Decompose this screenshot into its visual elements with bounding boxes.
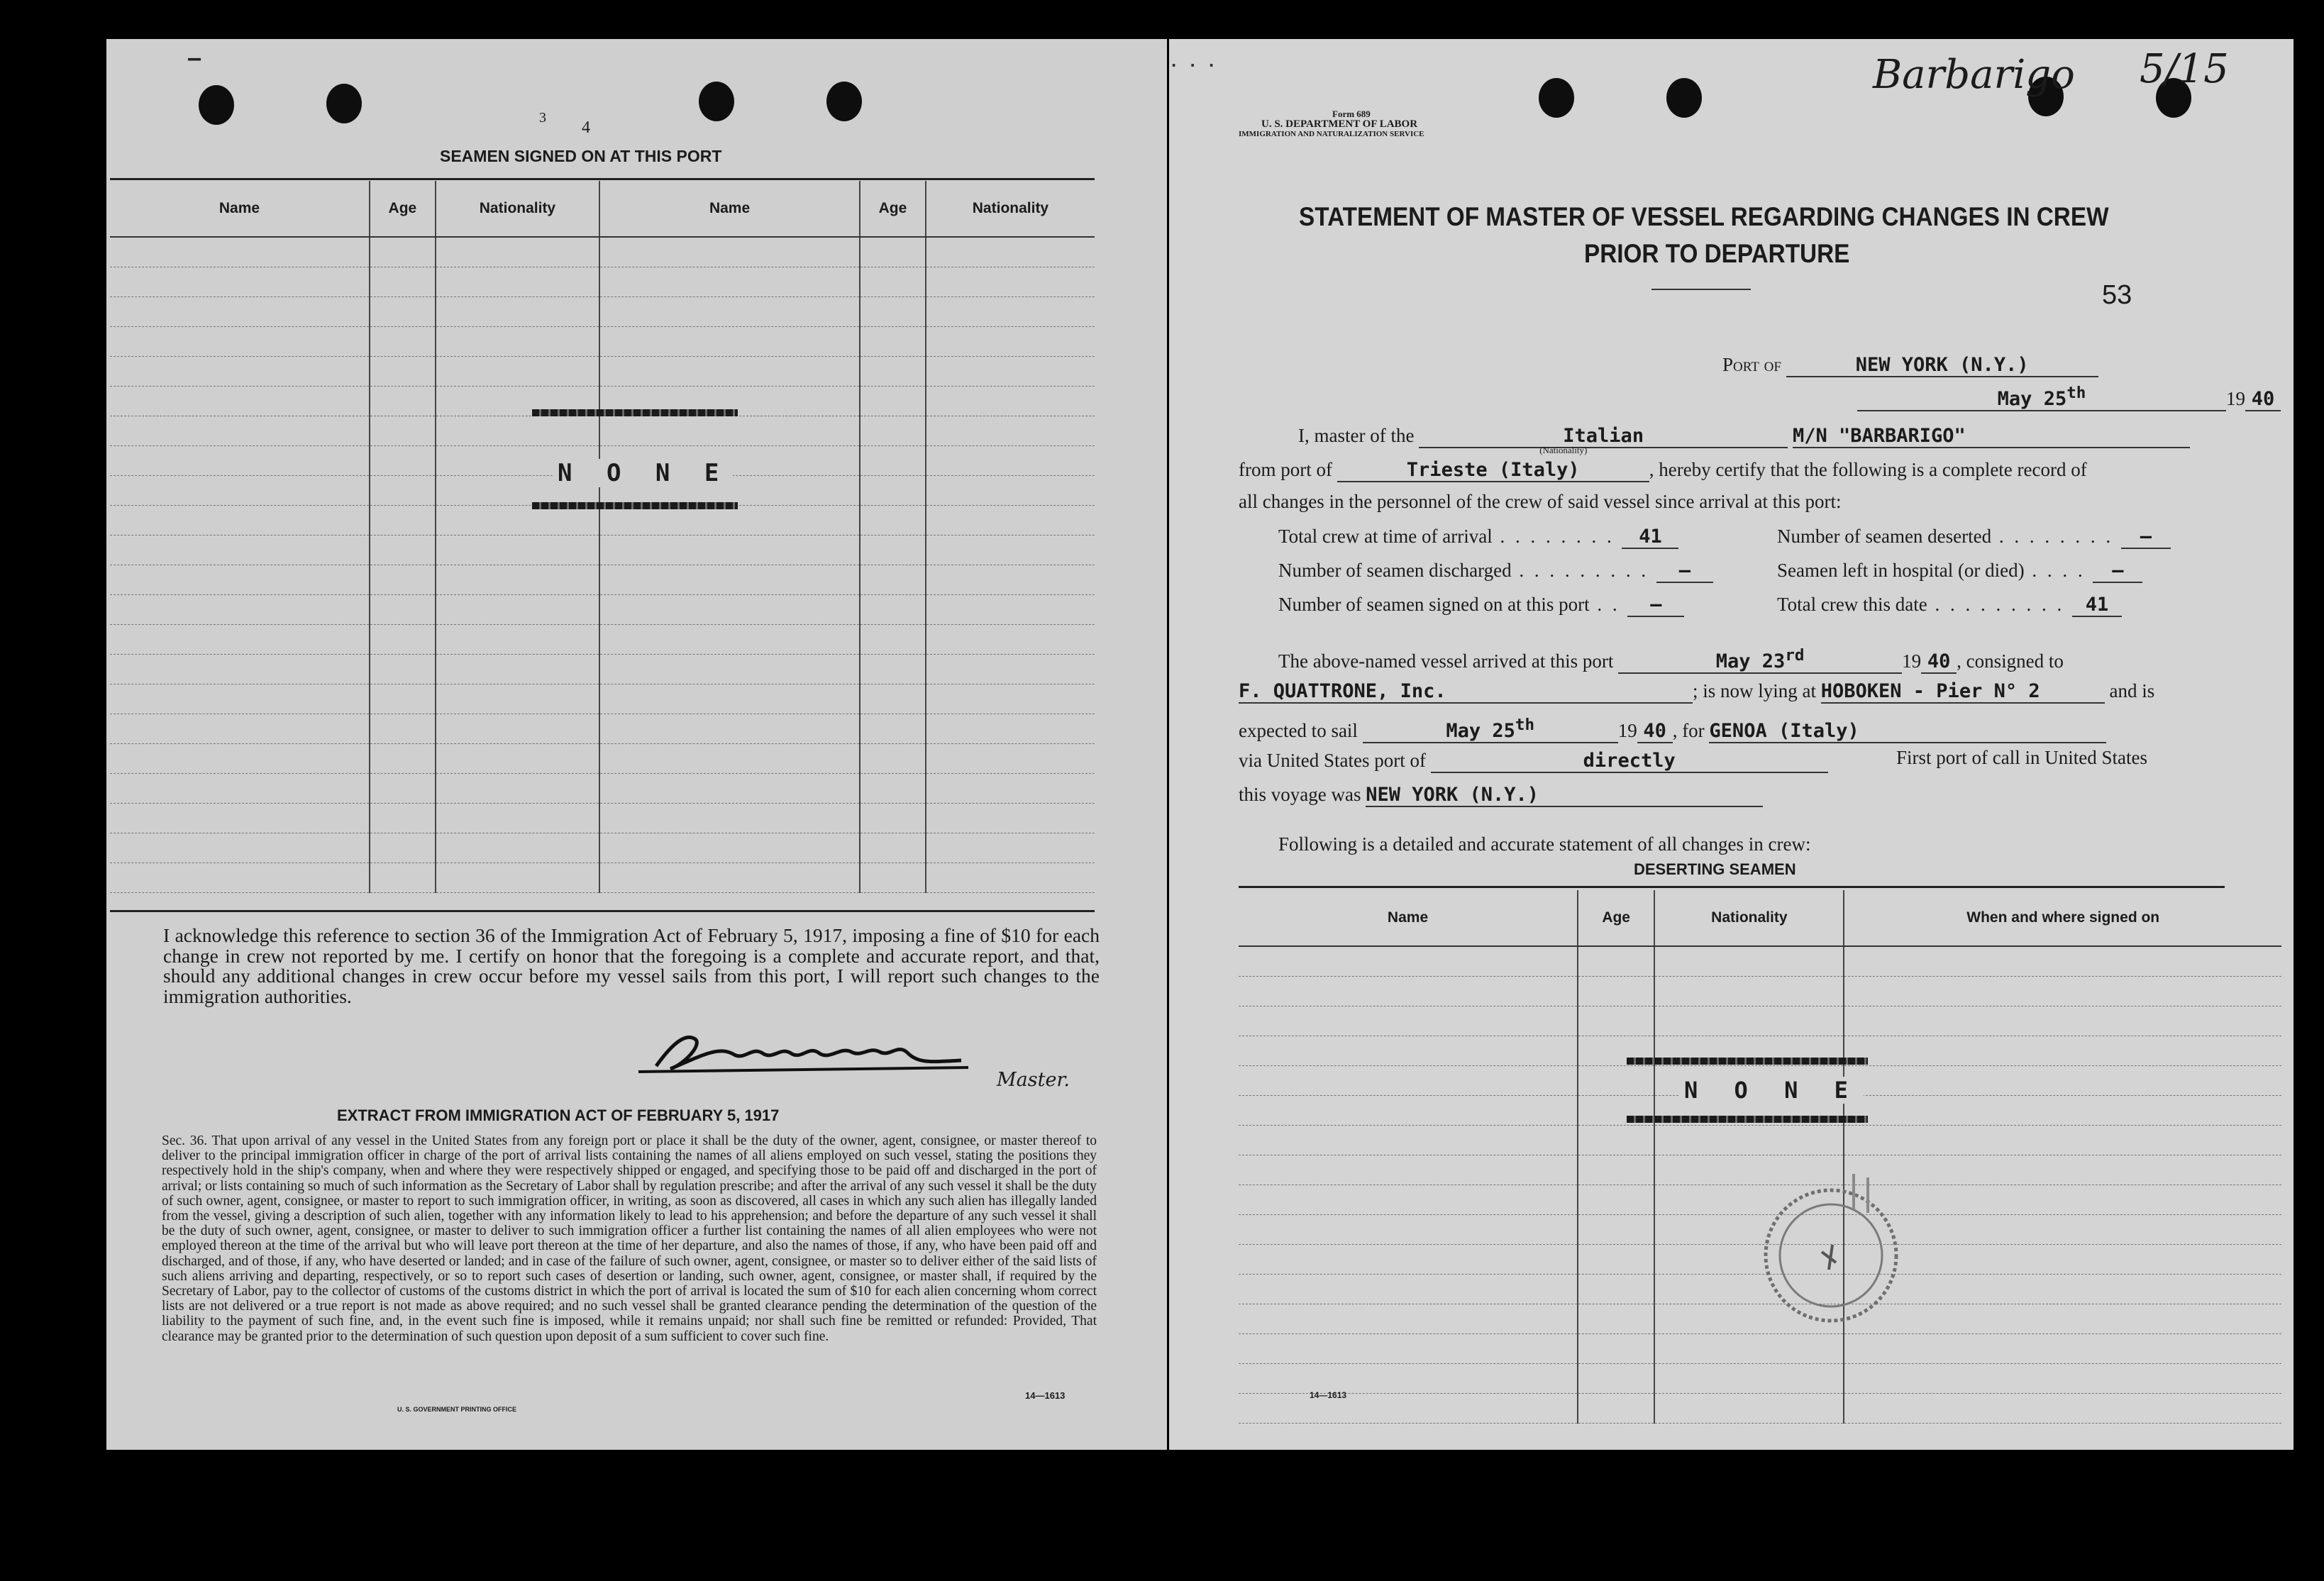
punch-hole	[326, 84, 362, 123]
lying-value: HOBOKEN - Pier N° 2	[1821, 680, 2105, 704]
vessel-value: M/N "BARBARIGO"	[1793, 425, 2190, 448]
voyage-label: this voyage was	[1239, 784, 1361, 805]
table-row	[110, 267, 1095, 297]
arrived-suffix: rd	[1785, 646, 1805, 665]
top-rule	[110, 178, 1095, 180]
deserting-title: DESERTING SEAMEN	[1634, 860, 1796, 878]
certify-text: , hereby certify that the following is a complete record of	[1649, 459, 2087, 480]
expected-year: 40	[1637, 720, 1673, 743]
service: IMMIGRATION AND NATURALIZATION SERVICE	[1239, 130, 1424, 138]
punch-hole	[199, 85, 234, 125]
via-label: via United States port of	[1239, 750, 1426, 771]
punch-hole	[1539, 78, 1574, 118]
master-of-label: I, master of the	[1298, 425, 1415, 446]
voyage-value: NEW YORK (N.Y.)	[1366, 784, 1763, 807]
from-port-row	[1239, 459, 2087, 482]
column-header: Name	[599, 181, 860, 237]
handwritten-number: 5/15	[2140, 46, 2229, 92]
date-value	[1857, 384, 2226, 411]
column-header: Name	[110, 181, 370, 237]
stat-discharged: Number of seamen discharged . . . . . . . . . —	[1278, 560, 1713, 583]
table-row	[110, 357, 1095, 387]
table-row	[110, 684, 1095, 714]
none-stamp: N O N E	[1680, 1077, 1864, 1104]
table-row	[110, 416, 1095, 446]
column-header: Age	[860, 181, 926, 237]
for-label: , for	[1672, 720, 1705, 741]
table-row	[1239, 946, 2281, 977]
form-code: 14—1613	[1025, 1390, 1066, 1401]
form-subtitle: PRIOR TO DEPARTURE	[1584, 239, 1850, 268]
destination-value: GENOA (Italy)	[1709, 720, 2106, 743]
arrived-label: The above-named vessel arrived at this port	[1278, 650, 1614, 672]
arrived-year: 40	[1921, 650, 1957, 674]
year-prefix: 19	[1617, 720, 1637, 741]
consigned-label: , consigned to	[1957, 650, 2064, 672]
title-rule	[1651, 289, 1751, 290]
arrived-date: May 23	[1715, 650, 1786, 672]
bottom-rule	[110, 910, 1095, 912]
first-port-label: First port of call in United States	[1896, 747, 2147, 768]
table-row	[1239, 1364, 2281, 1394]
table-row	[1239, 1006, 2281, 1036]
master-signature	[628, 1025, 983, 1082]
stat-value: 41	[1622, 526, 1678, 549]
stat-hospital: Seamen left in hospital (or died) . . . . —	[1777, 560, 2142, 583]
expected-suffix: th	[1515, 716, 1534, 734]
year-prefix: 19	[2226, 388, 2245, 409]
stat-signed-on: Number of seamen signed on at this port . . —	[1278, 594, 1684, 617]
expected-date: May 25	[1446, 720, 1515, 742]
lying-label: ; is now lying at	[1693, 680, 1816, 701]
table-row	[1239, 1394, 2281, 1424]
stat-value: —	[2121, 526, 2171, 549]
form-title: STATEMENT OF MASTER OF VESSEL REGARDING CHANGES IN CREW	[1299, 202, 2109, 231]
from-port-value: Trieste (Italy)	[1337, 459, 1649, 482]
master-row	[1298, 425, 2190, 455]
punch-hole	[1666, 78, 1702, 118]
consignee-row	[1239, 680, 2154, 704]
stat-label: Number of seamen signed on at this port	[1278, 594, 1590, 615]
none-stamp-bar	[532, 409, 738, 416]
voyage-row	[1239, 784, 1763, 807]
changes-text: all changes in the personnel of the crew of said vessel since arrival at this port:	[1239, 491, 1842, 512]
immigration-stamp	[1747, 1145, 1910, 1323]
seamen-signed-on-table	[110, 181, 1095, 893]
stat-value: 41	[2072, 594, 2122, 617]
left-page	[106, 39, 1167, 1450]
column-header: Age	[1578, 890, 1654, 946]
none-stamp-bar	[1627, 1058, 1868, 1065]
table-row	[1239, 977, 2281, 1006]
expected-label: expected to sail	[1239, 720, 1358, 741]
year-value: 40	[2245, 388, 2281, 411]
stat-label: Total crew this date	[1777, 594, 1927, 615]
corner-mark: —	[188, 46, 201, 71]
stat-label: Number of seamen deserted	[1777, 526, 1992, 547]
table-row	[110, 804, 1095, 833]
date-row	[1857, 384, 2281, 411]
table-row	[110, 506, 1095, 536]
expected-row	[1239, 716, 2106, 743]
column-header: When and where signed on	[1844, 890, 2281, 946]
table-row	[110, 536, 1095, 565]
table-top-rule	[1239, 886, 2225, 888]
stat-label: Seamen left in hospital (or died)	[1777, 560, 2025, 581]
column-header: Nationality	[1654, 890, 1844, 946]
column-header: Age	[370, 181, 436, 237]
none-stamp: N O N E	[553, 459, 733, 487]
via-row	[1239, 750, 1828, 773]
table-row	[110, 565, 1095, 595]
table-row	[110, 595, 1095, 625]
stat-total-arrival: Total crew at time of arrival . . . . . . . . 41	[1278, 526, 1678, 549]
section-title: SEAMEN SIGNED ON AT THIS PORT	[440, 147, 722, 165]
printing-office: U. S. GOVERNMENT PRINTING OFFICE	[397, 1406, 517, 1413]
table-row	[110, 655, 1095, 684]
table-row	[1239, 1334, 2281, 1364]
handwritten-vessel-name: Barbarigo	[1873, 52, 2075, 98]
stat-total-date: Total crew this date . . . . . . . . . 41	[1777, 594, 2122, 617]
form-number: Form 689	[1332, 109, 1371, 119]
expected-value	[1363, 716, 1618, 743]
stat-value: —	[1656, 560, 1713, 583]
table-row	[110, 714, 1095, 744]
year-prefix: 19	[1902, 650, 1922, 672]
stat-deserted: Number of seamen deserted . . . . . . . . —	[1777, 526, 2171, 549]
acknowledgment-text: I acknowledge this reference to section 36 of the Immigration Act of February 5, 1917, imposing a fine of $10 for each change in crew not reported by me. I certify on honor that the foregoing is a complete and accurate report, and that, should any additional changes in crew occur before my vessel sails from this port, I will report such changes to the immigration authorities.	[163, 924, 1100, 1007]
column-header: Name	[1239, 890, 1578, 946]
via-value: directly	[1431, 750, 1828, 773]
right-page	[1169, 39, 2293, 1450]
arrived-value	[1618, 646, 1902, 674]
none-stamp-bar	[1627, 1116, 1868, 1123]
stat-value: —	[2093, 560, 2142, 583]
serial-number: 53	[2102, 280, 2132, 310]
port-row	[1722, 354, 2098, 377]
form-code: 14—1613	[1310, 1390, 1347, 1400]
header-mark: 3	[539, 110, 546, 126]
table-row	[110, 744, 1095, 774]
following-text: Following is a detailed and accurate statement of all changes in crew:	[1278, 833, 1811, 855]
table-row	[110, 774, 1095, 804]
page-number: 4	[582, 118, 590, 137]
table-row	[110, 297, 1095, 327]
corner-mark: . . .	[1169, 53, 1217, 71]
stat-label: Number of seamen discharged	[1278, 560, 1512, 581]
port-value: NEW YORK (N.Y.)	[1786, 354, 2098, 377]
extract-text: Sec. 36. That upon arrival of any vessel in the United States from any foreign port or place it shall be the duty of the owner, agent, consignee, or master thereof to deliver to the principal immigration officer in charge of the port of arrival lists containing the names of all aliens employed on such vessel, stating the positions they respectively hold in the ship's company, when and where they were respectively shipped or engaged, and specifying those to be paid off and discharged in the port of arrival; or lists containing so much of such information as the Secretary of Labor shall by regulation prescribe; and after the arrival of any such vessel it shall be the duty of such owner, agent, consignee, or master to report to such immigration officer, in writing, as soon as discovered, all cases in which any such alien has illegally landed from the vessel, giving a description of such alien, together with any information likely to lead to his apprehension; and before the departure of any such vessel it shall be the duty of such owner, agent, consignee, or master to deliver to such immigration officer a further list containing the names of all alien employees who were not employed thereon at the time of the arrival but who will leave port thereon at the time of her departure, and also the names of those, if any, who have been paid off and discharged, and of those, if any, who have deserted or landed; and in case of the failure of such owner, agent, consignee, or master so to deliver either of the said lists of such aliens arriving and departing, respectively, or so to report such cases of desertion or landing, such owner, agent, consignee, or master shall, if required by the Secretary of Labor, pay to the collector of customs of the customs district in which the port of arrival is located the sum of $10 for each alien concerning whom correct lists are not delivered or a true report is not made as above required; and no such vessel shall be granted clearance pending the determination of the question of the liability to the payment of such fine, and, in the event such fine is imposed, while it remains unpaid; nor shall such fine be remitted or refunded: Provided, That clearance may be granted prior to the determination of such question upon deposit of a sum sufficient to cover such fine.	[162, 1133, 1097, 1344]
department: U. S. DEPARTMENT OF LABOR	[1261, 118, 1418, 130]
consignee-value: F. QUATTRONE, Inc.	[1239, 680, 1693, 704]
arrived-row	[1278, 646, 2064, 674]
and-is-label: and is	[2109, 680, 2155, 701]
table-row	[110, 863, 1095, 893]
nationality-value	[1419, 425, 1788, 455]
stat-label: Total crew at time of arrival	[1278, 526, 1493, 547]
table-row	[110, 327, 1095, 357]
port-label: Port of	[1722, 354, 1781, 375]
punch-hole	[826, 82, 862, 121]
date-month-day: May 25	[1997, 388, 2067, 410]
nationality-text: Italian	[1563, 425, 1644, 447]
none-stamp-bar	[532, 502, 738, 509]
date-suffix: th	[2066, 384, 2086, 402]
stat-value: —	[1627, 594, 1684, 617]
from-port-label: from port of	[1239, 459, 1332, 480]
table-row	[110, 625, 1095, 655]
table-row	[110, 237, 1095, 267]
table-row	[110, 833, 1095, 863]
master-label: Master.	[997, 1069, 1070, 1091]
punch-hole	[699, 82, 734, 121]
extract-title: EXTRACT FROM IMMIGRATION ACT OF FEBRUARY 5, 1917	[337, 1106, 780, 1124]
nationality-caption: (Nationality)	[1539, 445, 1588, 455]
column-header: Nationality	[926, 181, 1095, 237]
column-header: Nationality	[436, 181, 599, 237]
